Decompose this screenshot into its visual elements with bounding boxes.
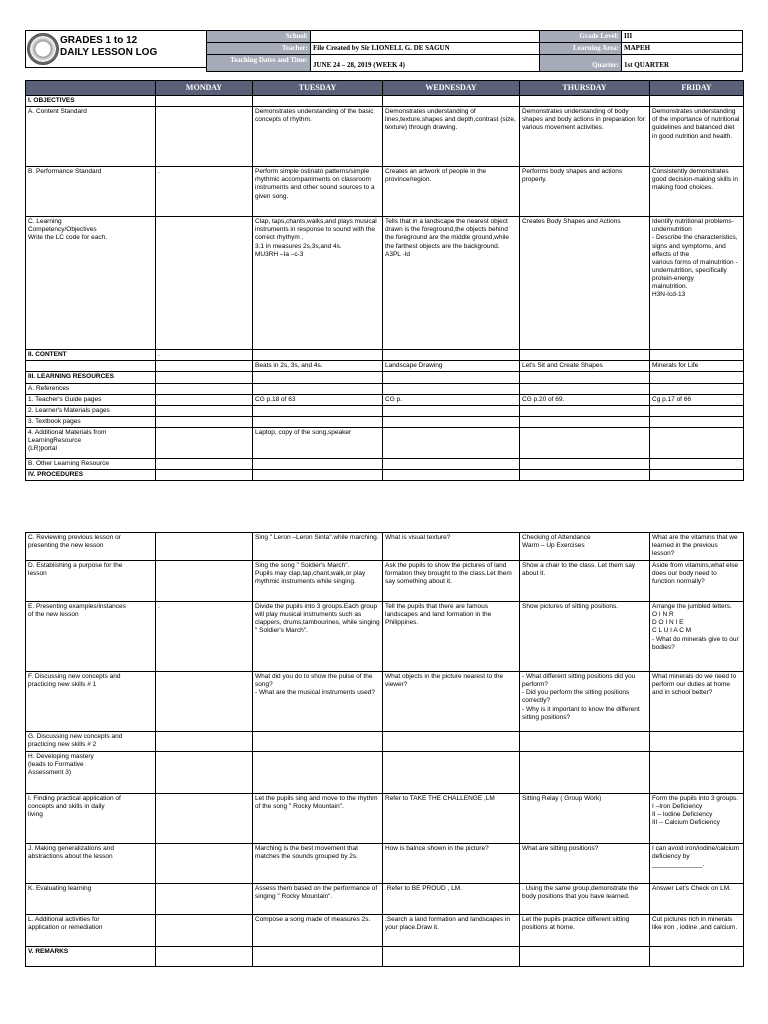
table-cell	[156, 361, 253, 372]
table-cell: Tells that in a landscape the nearest object drawn is the foreground,the objects behind the foreground are the middle ground,while the farthest objects are the background. A3PL -Id	[383, 217, 520, 350]
table-cell	[650, 752, 744, 794]
teaching-dates-label: Teaching Dates and Time:	[207, 54, 311, 71]
table-cell	[253, 470, 383, 481]
table-cell	[520, 947, 650, 967]
table-cell	[383, 752, 520, 794]
header-info-table	[206, 30, 743, 72]
table-cell	[520, 732, 650, 752]
table-cell	[156, 672, 253, 732]
day-header-monday: MONDAY	[156, 81, 253, 96]
table-cell	[253, 372, 383, 383]
table-cell	[520, 470, 650, 481]
table-cell: Form the pupils into 3 groups. I –Iron Deficiency II – Iodine Deficiency III – Calcium Deficiency	[650, 794, 744, 844]
table-cell	[520, 372, 650, 383]
table-cell	[156, 947, 253, 967]
table-cell	[383, 405, 520, 416]
table-row	[26, 602, 744, 672]
row-label: I. Finding practical application of concepts and skills in daily living	[26, 794, 156, 844]
table-cell	[156, 732, 253, 752]
row-label: A. Content Standard	[26, 107, 156, 167]
table-row	[26, 361, 744, 372]
table-row	[26, 416, 744, 427]
table-cell: Arrange the jumbled letters. O I N R D O I N I E C L U I A C M - What do minerals give to our bodies?	[650, 602, 744, 672]
table-cell: .	[156, 167, 253, 217]
table-cell: Show pictures of sitting positions.	[520, 602, 650, 672]
table-cell	[156, 459, 253, 470]
table-cell	[650, 372, 744, 383]
table-row	[26, 428, 744, 459]
table-cell: Demonstrates understanding of lines,texture,shapes and depth,contrast (size, texture) through drawing.	[383, 107, 520, 167]
table-cell	[383, 732, 520, 752]
table-cell	[383, 96, 520, 107]
table-cell	[520, 405, 650, 416]
day-header-thursday: THURSDAY	[520, 81, 650, 96]
table-row	[26, 394, 744, 405]
table-cell	[383, 383, 520, 394]
day-header-row	[26, 81, 744, 96]
table-cell: Show a chair to the class. Let them say about it.	[520, 561, 650, 602]
table-cell: Sing the song " Soldier's March". Pupils may clap,tap,chant,walk,or play rhythmic instruments while singing.	[253, 561, 383, 602]
table-cell	[520, 428, 650, 459]
table-cell: Divide the pupils into 3 groups.Each group will play musical instruments such as clappers, drums,tambourines, while singing " Soldier's March".	[253, 602, 383, 672]
row-label: 1. Teacher's Guide pages	[26, 394, 156, 405]
table-cell	[156, 844, 253, 884]
table-cell: Marching is the best movement that matches the sounds grouped by 2s.	[253, 844, 383, 884]
row-label: F. Discussing new concepts and practicing new skills # 1	[26, 672, 156, 732]
table-cell	[156, 416, 253, 427]
table-cell	[156, 107, 253, 167]
table-cell: Demonstrates understanding of the basic concepts of rhythm.	[253, 107, 383, 167]
table-cell: Clap, taps,chants,walks,and plays musical instruments in response to sound with the correct rhythym . 3.1 in measures 2s,3s,and 4s. MU3RH –Ia –c-3	[253, 217, 383, 350]
table-cell: What are the vitamins that we learned in the previous lesson?	[650, 533, 744, 561]
table-cell: What minerals do we need to perform our duties at home and in school better?	[650, 672, 744, 732]
teacher-value: File Created by Sir LIONELL G. DE SAGUN	[311, 42, 540, 54]
table-cell	[650, 416, 744, 427]
row-label: E. Presenting examples/instances of the new lesson	[26, 602, 156, 672]
table-cell	[156, 372, 253, 383]
table-row	[26, 732, 744, 752]
table-cell	[156, 533, 253, 561]
table-row	[26, 844, 744, 884]
teacher-label: Teacher:	[207, 42, 311, 54]
table-cell	[383, 350, 520, 361]
school-value	[311, 31, 540, 43]
table-cell: Let the pupils practice different sitting positions at home.	[520, 915, 650, 947]
table-cell: Aside from vitamins,what else does our body need to function normally?	[650, 561, 744, 602]
table-row	[26, 96, 744, 107]
table-cell	[383, 416, 520, 427]
table-cell	[156, 428, 253, 459]
table-cell: Ask the pupils to show the pictures of land formation they brought to the class.Let them say something about it.	[383, 561, 520, 602]
day-header-blank	[26, 81, 156, 96]
table-row	[26, 672, 744, 732]
row-label: K. Evaluating learning	[26, 884, 156, 915]
table-cell: How is balnce shown in the picture?	[383, 844, 520, 884]
table-cell: Performs body shapes and actions properly.	[520, 167, 650, 217]
table-row	[26, 372, 744, 383]
table-cell: . Using the same group,demonstrate the body positions that you have learned.	[520, 884, 650, 915]
table-cell: Demonstrates understanding of the importance of nutritional guidelines and balanced diet in good nutrition and health.	[650, 107, 744, 167]
teaching-dates-value: JUNE 24 – 28, 2019 (WEEK 4)	[311, 54, 540, 71]
table-cell	[520, 416, 650, 427]
table-cell	[156, 383, 253, 394]
table-row	[26, 561, 744, 602]
lesson-log-table-part-2	[25, 532, 744, 967]
table-cell: Laptop, copy of the song,speaker	[253, 428, 383, 459]
table-cell: Sitting Relay ( Group Work)	[520, 794, 650, 844]
table-cell: Creates Body Shapes and Actions	[520, 217, 650, 350]
title-line-2: DAILY LESSON LOG	[60, 47, 158, 58]
table-row	[26, 350, 744, 361]
table-cell: Answer Let's Check on LM.	[650, 884, 744, 915]
table-cell: Consistently demonstrates good decision-making skills in making food choices.	[650, 167, 744, 217]
table-cell: Cg p.17 of 66	[650, 394, 744, 405]
table-row	[26, 217, 744, 350]
row-label	[26, 361, 156, 372]
table-cell	[650, 350, 744, 361]
table-cell	[383, 459, 520, 470]
row-label: H. Developing mastery (leads to Formative Assessment 3)	[26, 752, 156, 794]
table-cell	[383, 428, 520, 459]
table-cell: What did you do to show the pulse of the song? - What are the musical instruments used?	[253, 672, 383, 732]
table-cell	[156, 96, 253, 107]
table-cell	[650, 405, 744, 416]
row-label: A. References	[26, 383, 156, 394]
table-cell	[156, 405, 253, 416]
table-cell: Cut pictures rich in minerals like iron , iodine ,and calcium.	[650, 915, 744, 947]
table-cell	[383, 372, 520, 383]
row-label: D. Establishing a purpose for the lesson	[26, 561, 156, 602]
row-label: II. CONTENT	[26, 350, 156, 361]
table-cell: Assess them based on the performance of singing " Rocky Mountain".	[253, 884, 383, 915]
row-label: V. REMARKS	[26, 947, 156, 967]
table-cell	[156, 884, 253, 915]
table-row	[26, 167, 744, 217]
row-label: I. OBJECTIVES	[26, 96, 156, 107]
table-cell: I can avoid iron/iodine/calcium deficiency by ______________.	[650, 844, 744, 884]
table-cell: .	[156, 602, 253, 672]
table-row	[26, 947, 744, 967]
table-cell	[156, 470, 253, 481]
row-label: 4. Additional Materials from LearningResource (LR)portal	[26, 428, 156, 459]
table-cell: - What different sitting positions did you perform? - Did you perform the sitting positions correctly? - Why is it important to know the different sitting positions?	[520, 672, 650, 732]
table-cell	[156, 217, 253, 350]
table-cell	[156, 394, 253, 405]
row-label: B. Performance Standard	[26, 167, 156, 217]
table-cell: Checking of Attendance Warm – Up Exercises	[520, 533, 650, 561]
table-cell	[253, 947, 383, 967]
table-cell: What objects in the picture nearest to the viewer?	[383, 672, 520, 732]
grade-level-label: Grade Level:	[540, 31, 622, 43]
table-cell	[520, 350, 650, 361]
row-label: G. Discussing new concepts and practicing new skills # 2	[26, 732, 156, 752]
row-label: L. Additional activities for application or remediation	[26, 915, 156, 947]
table-row	[26, 107, 744, 167]
table-cell: Creates an artwork of people in the province/region.	[383, 167, 520, 217]
table-cell: Compose a song made of measures 2s.	[253, 915, 383, 947]
table-cell	[253, 416, 383, 427]
table-cell	[650, 947, 744, 967]
table-cell	[650, 470, 744, 481]
table-cell	[520, 383, 650, 394]
table-row	[26, 884, 744, 915]
school-label: School:	[207, 31, 311, 43]
table-cell: CG p.20 of 69.	[520, 394, 650, 405]
table-row	[26, 459, 744, 470]
row-label: III. LEARNING RESOURCES	[26, 372, 156, 383]
row-label: 3. Textbook pages	[26, 416, 156, 427]
table-cell	[650, 459, 744, 470]
table-row	[26, 405, 744, 416]
table-cell: .Refer to BE PROUD , LM.	[383, 884, 520, 915]
table-cell: CG p.18 of 63	[253, 394, 383, 405]
table-cell: Perform simple ostinato patterns/simple rhythmic accompaniments on classroom instruments and other sound sources to a given song.	[253, 167, 383, 217]
table-row	[26, 383, 744, 394]
table-cell: Let's Sit and Create Shapes	[520, 361, 650, 372]
table-cell	[650, 96, 744, 107]
table-cell: Demonstrates understanding of body shapes and body actions in preparation for various movement activities.	[520, 107, 650, 167]
table-cell	[253, 732, 383, 752]
table-cell: What are sitting positions?	[520, 844, 650, 884]
table-cell: Refer to TAKE THE CHALLENGE ,LM	[383, 794, 520, 844]
table-cell	[650, 428, 744, 459]
row-label: J. Making generalizations and abstractions about the lesson	[26, 844, 156, 884]
table-cell	[156, 915, 253, 947]
day-header-wednesday: WEDNESDAY	[383, 81, 520, 96]
table-cell: CG p.	[383, 394, 520, 405]
table-row	[26, 533, 744, 561]
quarter-value: 1st QUARTER	[622, 54, 743, 71]
table-cell	[253, 350, 383, 361]
page-title	[60, 35, 157, 59]
table-cell: .Search a land formation and landscapes in your place.Draw it.	[383, 915, 520, 947]
table-row	[26, 752, 744, 794]
table-cell: Identify nutritional problems- undernutrition - Describe the characteristics, signs and symptoms, and effects of the various forms of malnutrition -undernutrition, specifically protein-energy malnutrition. H3N-Icd-13	[650, 217, 744, 350]
row-label: IV. PROCEDURES	[26, 470, 156, 481]
table-cell	[520, 96, 650, 107]
table-cell: .	[156, 350, 253, 361]
quarter-label: Quarter:	[540, 54, 622, 71]
day-header-friday: FRIDAY	[650, 81, 744, 96]
table-cell	[650, 732, 744, 752]
title-line-1: GRADES 1 to 12	[60, 35, 138, 46]
table-cell	[253, 752, 383, 794]
table-cell: Beats in 2s, 3s, and 4s.	[253, 361, 383, 372]
table-row	[26, 794, 744, 844]
learning-area-value: MAPEH	[622, 42, 743, 54]
table-cell	[156, 561, 253, 602]
table-cell	[520, 752, 650, 794]
table-cell: Tell the pupils that there are famous landscapes and land formation in the Philippines.	[383, 602, 520, 672]
table-cell: Landscape Drawing	[383, 361, 520, 372]
day-header-tuesday: TUESDAY	[253, 81, 383, 96]
table-cell	[383, 947, 520, 967]
row-label: 2. Learner's Materials pages	[26, 405, 156, 416]
table-row	[26, 470, 744, 481]
table-cell: Minerals for Life	[650, 361, 744, 372]
table-cell: Let the pupils sing and move to the rhythm of the song " Rocky Mountain".	[253, 794, 383, 844]
table-cell	[253, 405, 383, 416]
table-cell	[383, 470, 520, 481]
table-row	[26, 915, 744, 947]
deped-seal-icon	[27, 33, 59, 65]
table-cell: Sing " Leron –Leron Sinta".while marching.	[253, 533, 383, 561]
learning-area-label: Learning Area:	[540, 42, 622, 54]
table-cell	[253, 383, 383, 394]
table-cell	[156, 752, 253, 794]
table-cell	[253, 459, 383, 470]
table-cell	[520, 459, 650, 470]
lesson-log-table-part-1	[25, 80, 744, 481]
table-cell: What is visual texture?	[383, 533, 520, 561]
table-cell	[156, 794, 253, 844]
row-label: C. Reviewing previous lesson or presenting the new lesson	[26, 533, 156, 561]
table-cell	[253, 96, 383, 107]
row-label: B. Other Learning Resource	[26, 459, 156, 470]
row-label: C. Learning Competency/Objectives Write the LC code for each.	[26, 217, 156, 350]
table-cell	[650, 383, 744, 394]
grade-level-value: III	[622, 31, 743, 43]
